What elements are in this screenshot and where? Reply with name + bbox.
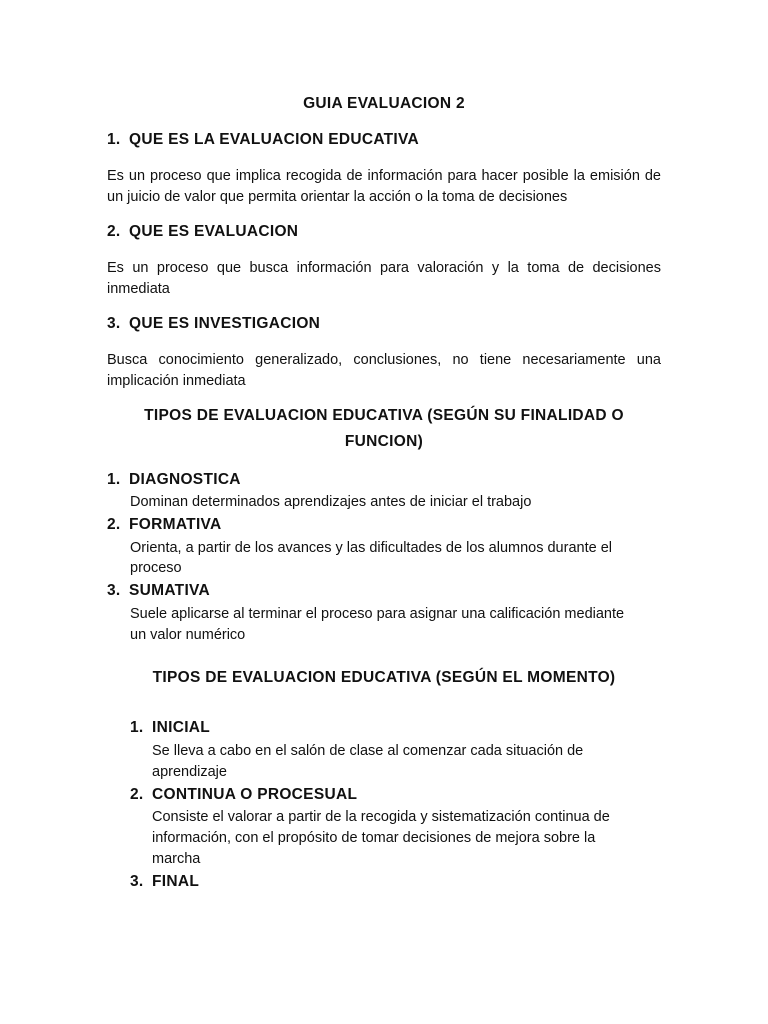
- section-2-item-1-text-line-2: aprendizaje: [152, 764, 227, 780]
- question-1-title: QUE ES LA EVALUACION EDUCATIVA: [129, 131, 420, 148]
- section-2-title: TIPOS DE EVALUACION EDUCATIVA (SEGÚN EL MOMENTO): [152, 669, 616, 686]
- question-3-title: QUE ES INVESTIGACION: [129, 315, 321, 332]
- section-1-title-line-1: TIPOS DE EVALUACION EDUCATIVA (SEGÚN SU FINALIDAD O: [144, 407, 624, 424]
- section-1-item-1-title: DIAGNOSTICA: [129, 471, 241, 488]
- section-2-item-2-heading: [130, 786, 357, 804]
- section-1-item-1-number: 1.: [107, 471, 121, 488]
- section-2-item-1-title: INICIAL: [152, 719, 211, 736]
- section-1-item-2-heading: [107, 516, 222, 534]
- section-1-item-3-text-line-1: Suele aplicarse al terminar el proceso para asignar una calificación mediante: [130, 606, 625, 622]
- section-1-title-line-2: FUNCION): [344, 433, 424, 450]
- section-1-item-3-title: SUMATIVA: [129, 582, 211, 599]
- section-2-item-3-number: 3.: [130, 873, 144, 890]
- section-2-item-2-text-line-1: Consiste el valorar a partir de la recogida y sistematización continua de: [152, 809, 610, 825]
- section-2-item-2-number: 2.: [130, 786, 144, 803]
- question-2-number: 2.: [107, 223, 121, 240]
- section-1-item-3-heading: [107, 582, 210, 600]
- section-1-item-2-title: FORMATIVA: [129, 516, 222, 533]
- section-2-item-3-heading: [130, 873, 199, 891]
- section-2-item-1-heading: [130, 719, 210, 737]
- question-3-answer: Busca conocimiento generalizado, conclusiones, no tiene necesariamente una implicación inmediata: [107, 352, 661, 389]
- section-1-item-1-heading: [107, 471, 241, 489]
- section-2-item-2-text-line-3: marcha: [152, 851, 201, 867]
- section-2-item-1-number: 1.: [130, 719, 144, 736]
- section-1-item-2-number: 2.: [107, 516, 121, 533]
- section-1-item-3-text-line-2: un valor numérico: [130, 627, 246, 643]
- question-2-title: QUE ES EVALUACION: [129, 223, 299, 240]
- question-1-answer: Es un proceso que implica recogida de información para hacer posible la emisión de un juicio de valor que permita orientar la acción o la toma de decisiones: [107, 168, 661, 205]
- section-2-item-3-title: FINAL: [152, 873, 200, 890]
- question-1-number: 1.: [107, 131, 121, 148]
- question-2-answer: Es un proceso que busca información para valoración y la toma de decisiones inmediata: [107, 260, 661, 297]
- section-2-item-1-text-line-1: Se lleva a cabo en el salón de clase al comenzar cada situación de: [152, 743, 584, 759]
- question-3-heading: [107, 315, 320, 333]
- section-1-item-2-text-line-2: proceso: [130, 560, 182, 576]
- section-1-item-3-number: 3.: [107, 582, 121, 599]
- section-2-item-2-title: CONTINUA O PROCESUAL: [152, 786, 358, 803]
- document-title: GUIA EVALUACION 2: [303, 95, 465, 112]
- question-2-heading: [107, 223, 298, 241]
- question-3-number: 3.: [107, 315, 121, 332]
- section-1-item-2-text-line-1: Orienta, a partir de los avances y las dificultades de los alumnos durante el: [130, 540, 612, 556]
- question-1-heading: [107, 131, 419, 149]
- section-2-item-2-text-line-2: información, con el propósito de tomar decisiones de mejora sobre la: [152, 830, 596, 846]
- section-1-item-1-text-line-1: Dominan determinados aprendizajes antes de iniciar el trabajo: [130, 494, 532, 510]
